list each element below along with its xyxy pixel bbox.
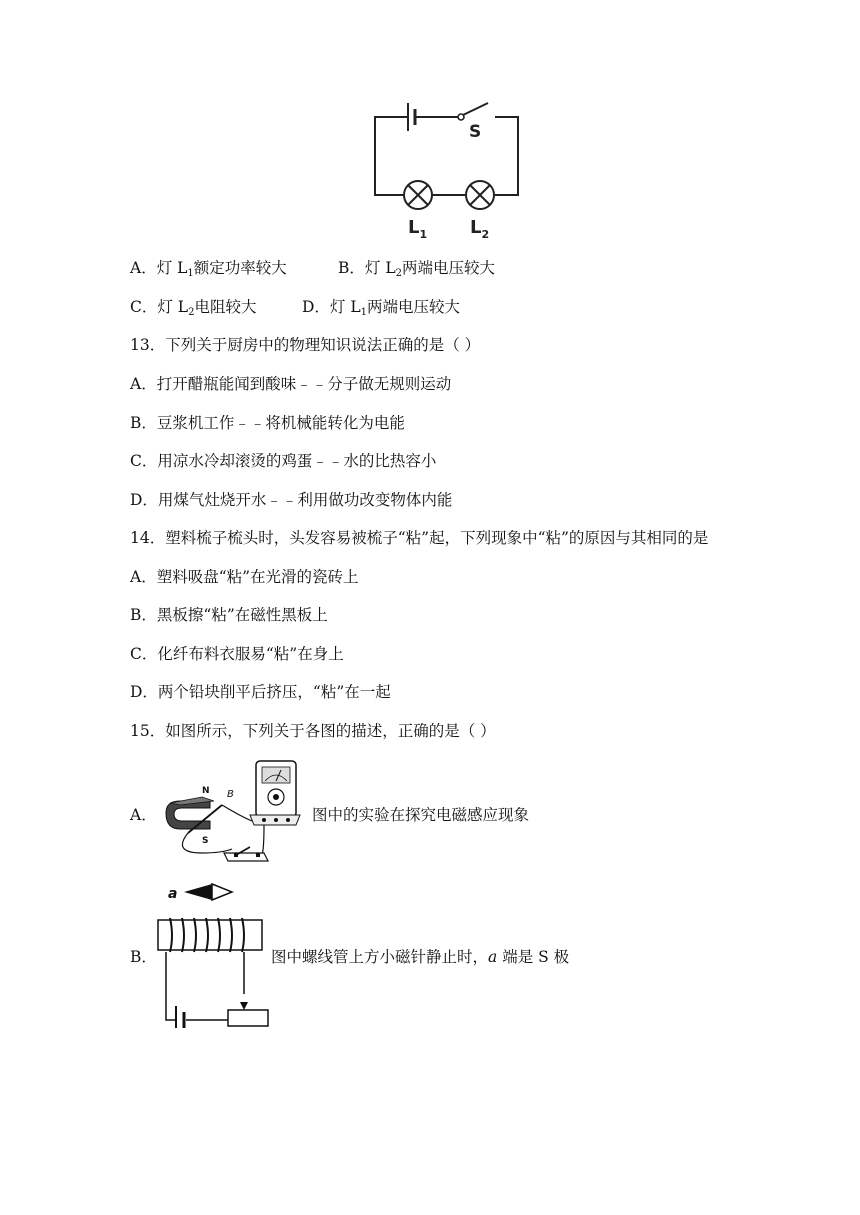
q13-option-b[interactable]: B．豆浆机工作﹣﹣将机械能转化为电能 xyxy=(130,414,405,432)
electromagnetic-induction-figure xyxy=(152,757,304,875)
magnet-n-label: N xyxy=(202,786,210,796)
q14-option-c[interactable]: C．化纤布料衣服易“粘”在身上 xyxy=(130,645,344,663)
q15-option-b-letter[interactable]: B． xyxy=(130,948,157,966)
q14-option-a[interactable]: A．塑料吸盘“粘”在光滑的瓷砖上 xyxy=(130,568,359,586)
q13-option-a[interactable]: A．打开醋瓶能闻到酸味﹣﹣分子做无规则运动 xyxy=(130,375,452,393)
q15-option-b-text: 图中螺线管上方小磁针静止时，a 端是 S 极 xyxy=(271,948,570,966)
q14-option-d[interactable]: D．两个铅块削平后挤压，“粘”在一起 xyxy=(130,683,391,701)
q14-option-b[interactable]: B．黑板擦“粘”在磁性黑板上 xyxy=(130,606,328,624)
lamp-l2-icon xyxy=(466,181,494,209)
q15-option-a-text: 图中的实验在探究电磁感应现象 xyxy=(312,806,530,824)
lamp-l1-icon xyxy=(404,181,432,209)
magnet-s-label: S xyxy=(202,836,209,846)
q12-option-d[interactable]: D．灯 $L_1$两端电压较大 xyxy=(302,298,461,318)
q14-stem: 14．塑料梳子梳头时，头发容易被梳子“粘”起，下列现象中“粘”的原因与其相同的是 xyxy=(130,529,709,547)
end-a-italic: a xyxy=(488,948,498,966)
lamp-l1-label: $L_1$ xyxy=(408,217,428,241)
q12-option-b[interactable]: B．灯 $L_2$两端电压较大 xyxy=(338,259,496,279)
q12-options-row-1 xyxy=(130,258,495,278)
q15-stem: 15．如图所示，下列关于各图的描述，正确的是（ ） xyxy=(130,722,496,740)
q13-option-c[interactable]: C．用凉水冷却滚烫的鸡蛋﹣﹣水的比热容小 xyxy=(130,452,437,470)
galvanometer-icon xyxy=(250,761,300,825)
switch-label: S xyxy=(469,122,482,142)
q12-option-c[interactable]: C．灯 $L_2$电阻较大 xyxy=(130,298,257,318)
needle-a-label: a xyxy=(168,886,178,902)
compass-needle-icon xyxy=(184,884,232,900)
circuit-diagram xyxy=(370,95,530,245)
q13-option-d[interactable]: D．用煤气灶烧开水﹣﹣利用做功改变物体内能 xyxy=(130,491,453,509)
q15-option-a-letter[interactable]: A． xyxy=(130,806,157,824)
rheostat-icon xyxy=(228,1010,268,1026)
solenoid-core xyxy=(158,920,262,950)
q12-options-row-2 xyxy=(130,297,460,317)
solenoid-figure xyxy=(152,878,270,1028)
lamp-l2-label: $L_2$ xyxy=(470,217,490,241)
conductor-b-label: B xyxy=(227,789,234,800)
horseshoe-magnet-icon xyxy=(166,801,210,829)
q13-stem: 13．下列关于厨房中的物理知识说法正确的是（ ） xyxy=(130,336,481,354)
q12-option-a[interactable]: A．灯 $L_1$额定功率较大 xyxy=(130,259,287,279)
switch-contact-icon xyxy=(458,114,464,120)
rheostat-slider-arrow xyxy=(240,1002,248,1010)
